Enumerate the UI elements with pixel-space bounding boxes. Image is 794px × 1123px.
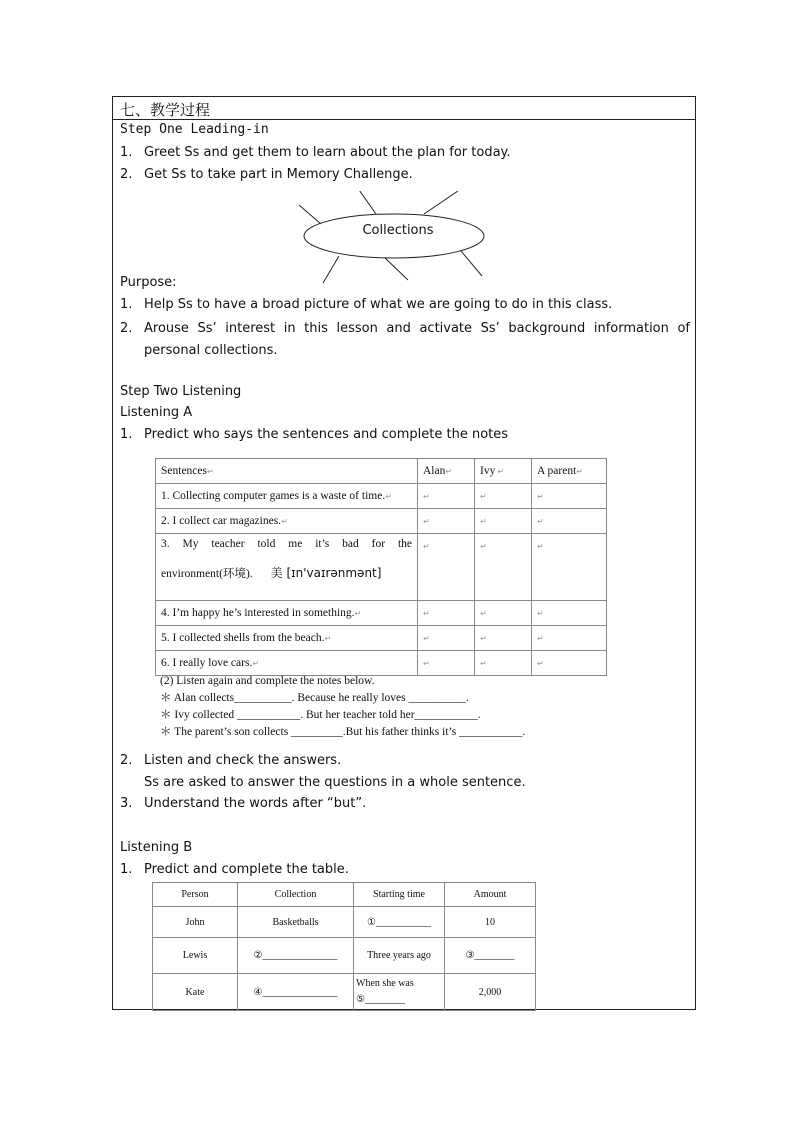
sentence-cell: 6. I really love cars.↵ — [156, 651, 418, 676]
answer-cell[interactable]: ↵ — [418, 626, 475, 651]
table-header-cell: Starting time — [354, 883, 445, 907]
person-cell: Lewis — [153, 938, 238, 974]
notes-instruction: (2) Listen again and complete the notes below. — [160, 675, 375, 687]
answer-cell[interactable]: ↵ — [418, 484, 475, 509]
answer-cell[interactable]: ↵ — [532, 534, 607, 601]
amount-cell: 2,000 — [445, 974, 536, 1011]
person-cell: Kate — [153, 974, 238, 1011]
notes-line: ＊ Alan collects__________. Because he really loves __________. — [160, 692, 469, 704]
table-row — [153, 907, 536, 938]
purpose-item-2: 2. Arouse Ss’ interest in this lesson and activate Ss’ background information of personal collections. — [120, 321, 690, 358]
answer-cell[interactable]: ↵ — [532, 626, 607, 651]
answer-cell[interactable]: ↵ — [532, 509, 607, 534]
table-header-cell: Sentences↵ — [156, 459, 418, 484]
answer-cell[interactable]: ↵ — [475, 484, 532, 509]
answer-cell[interactable]: ↵ — [475, 601, 532, 626]
collection-cell: Basketballs — [238, 907, 354, 938]
mindmap-center-label: Collections — [362, 223, 434, 238]
table-row — [156, 601, 607, 626]
table-header-cell: Alan↵ — [418, 459, 475, 484]
sentence-cell: 1. Collecting computer games is a waste of time.↵ — [156, 484, 418, 509]
answer-cell[interactable]: ↵ — [532, 651, 607, 676]
sentence-cell: 4. I’m happy he’s interested in something.↵ — [156, 601, 418, 626]
answer-cell[interactable]: ↵ — [475, 651, 532, 676]
answer-cell[interactable]: ↵ — [475, 626, 532, 651]
table-row — [153, 974, 536, 1011]
answer-cell[interactable]: ↵ — [418, 509, 475, 534]
starting-time-cell: Three years ago — [354, 938, 445, 974]
listening-a-task-2-note: Ss are asked to answer the questions in a whole sentence. — [144, 775, 526, 790]
table-header-row — [153, 883, 536, 907]
table-row — [156, 626, 607, 651]
answer-cell[interactable]: ↵ — [475, 534, 532, 601]
collection-blank[interactable]: ②_______________ — [238, 938, 354, 974]
section-title: 七、教学过程 — [120, 101, 211, 119]
table-header-cell: Amount — [445, 883, 536, 907]
amount-blank[interactable]: ③________ — [445, 938, 536, 974]
listening-b-table — [152, 882, 536, 1011]
step-two-heading: Step Two Listening — [120, 384, 242, 399]
table-header-cell: Person — [153, 883, 238, 907]
table-row — [153, 938, 536, 974]
answer-cell[interactable]: ↵ — [475, 509, 532, 534]
answer-cell[interactable]: ↵ — [532, 601, 607, 626]
listening-a-heading: Listening A — [120, 405, 193, 420]
collection-blank[interactable]: ④_______________ — [238, 974, 354, 1011]
sentence-cell: 2. I collect car magazines.↵ — [156, 509, 418, 534]
answer-cell[interactable]: ↵ — [418, 601, 475, 626]
lesson-frame: 七、教学过程 Step One Leading-in 1. Greet Ss and get them to learn about the plan for today. 2. Get Ss to take part in Memory Challenge. Collections Purpose: 1. Help Ss to have a broad picture of what we are going to do in this class. 2. Arouse Ss’ interest in this lesson and activate Ss’ background information of personal collections. Step Two Listening Listening A 1. Predict who says the sentences and complete the notes Sentences↵ Alan↵ Ivy ↵ A parent↵ 1. Collecting computer games is a waste of time.↵ ↵ ↵ ↵ 2. I collect car magazines.↵ ↵ ↵ ↵ 3. My teacher told me it’s bad for the environment(环境). 美 [ɪn'vaɪrənmənt] ↵ ↵ ↵ 4. I’m happy he’s interested in something.↵ ↵ ↵ ↵ 5. I collected shells from the beach.↵ ↵ ↵ ↵ 6. I really love cars.↵ ↵ ↵ ↵ (2) Listen again and complete the notes below. ＊ Alan collects__________. Because he really loves __________. ＊ Ivy collected ___________. But her teacher told her___________. ＊ The parent’s son collects _________.But his father thinks it’s ___________. 2. Listen and check the answers. Ss are asked to answer the questions in a whole sentence. 3. Understand the words after “but”. Listening B 1. Predict and complete the table. Person Collection Starting time Amount John Basketballs ①___________ 10 Lewis ②_______________ Three years ago ③________ Kate ④_______________ When she was ⑤________ 2,000 — [112, 96, 696, 1010]
table-header-cell: Ivy ↵ — [475, 459, 532, 484]
amount-cell: 10 — [445, 907, 536, 938]
collections-mindmap — [291, 191, 505, 283]
table-header-row — [156, 459, 607, 484]
step-one-heading: Step One Leading-in — [120, 122, 269, 137]
listening-b-heading: Listening B — [120, 840, 193, 855]
answer-cell[interactable]: ↵ — [418, 534, 475, 601]
person-cell: John — [153, 907, 238, 938]
answer-cell[interactable]: ↵ — [418, 651, 475, 676]
phonetic-note: 美 [ɪn'vaɪrənmənt] — [270, 566, 382, 580]
sentence-cell: 5. I collected shells from the beach.↵ — [156, 626, 418, 651]
starting-time-blank[interactable]: When she was ⑤________ — [354, 974, 445, 1011]
notes-line: ＊ The parent’s son collects _________.But his father thinks it’s ___________. — [160, 726, 526, 738]
starting-time-blank[interactable]: ①___________ — [354, 907, 445, 938]
header-divider — [113, 119, 695, 120]
listening-a-table — [155, 458, 607, 676]
table-row — [156, 534, 607, 601]
sentence-cell: 3. My teacher told me it’s bad for the environment(环境). 美 [ɪn'vaɪrənmənt] — [156, 534, 418, 601]
table-row — [156, 484, 607, 509]
answer-cell[interactable]: ↵ — [532, 484, 607, 509]
table-row — [156, 651, 607, 676]
table-header-cell: A parent↵ — [532, 459, 607, 484]
notes-line: ＊ Ivy collected ___________. But her teacher told her___________. — [160, 709, 481, 721]
table-row — [156, 509, 607, 534]
table-header-cell: Collection — [238, 883, 354, 907]
listening-a-notes — [160, 673, 525, 741]
purpose-label: Purpose: — [120, 275, 177, 290]
